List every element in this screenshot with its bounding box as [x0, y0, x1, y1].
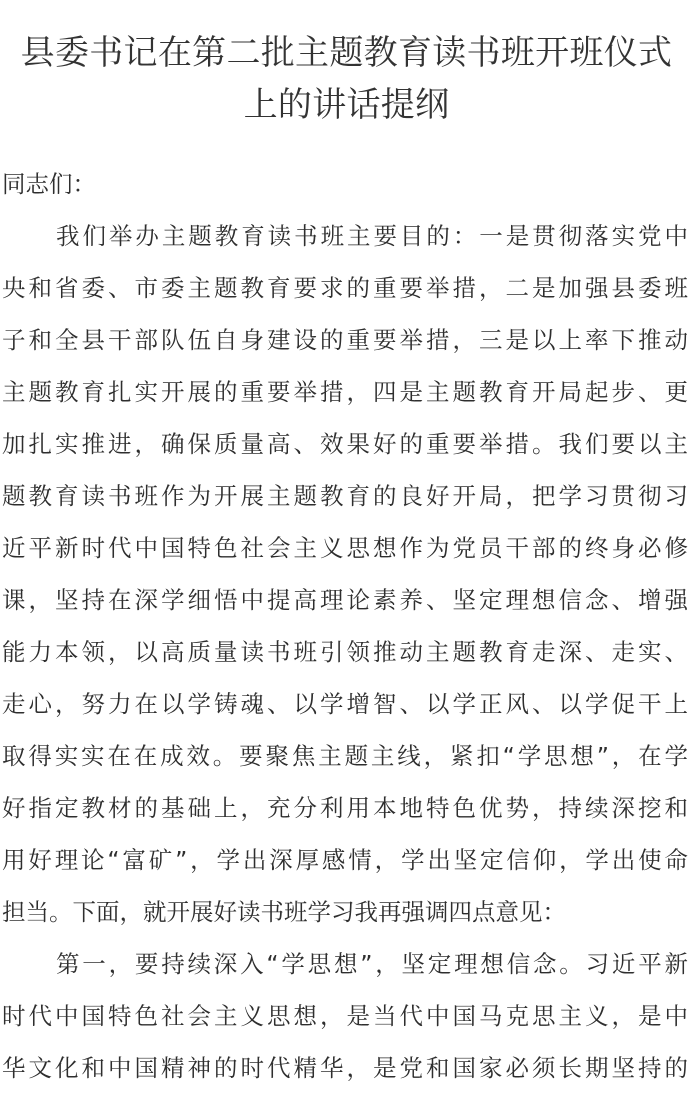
- paragraph-line: 第一，要持续深入“学思想”，坚定理想信念。习近平新: [56, 950, 688, 978]
- document-title-line-2: 上的讲话提纲: [243, 85, 450, 125]
- salutation: 同志们：: [2, 170, 96, 198]
- paragraph-line: 担当。下面，就开展好读书班学习我再强调四点意见：: [2, 898, 566, 926]
- paragraph-line: 华文化和中国精神的时代精华，是党和国家必须长期坚持的: [2, 1054, 688, 1082]
- paragraph-line: 近平新时代中国特色社会主义思想作为党员干部的终身必修: [2, 534, 688, 562]
- paragraph-line: 好指定教材的基础上，充分利用本地特色优势，持续深挖和: [2, 794, 688, 822]
- document-title-line-1: 县委书记在第二批主题教育读书班开班仪式: [20, 33, 673, 73]
- paragraph-line: 主题教育扎实开展的重要举措，四是主题教育开局起步、更: [2, 378, 688, 406]
- paragraph-line: 课，坚持在深学细悟中提高理论素养、坚定理想信念、增强: [2, 586, 688, 614]
- paragraph-line: 题教育读书班作为开展主题教育的良好开局，把学习贯彻习: [2, 482, 688, 510]
- paragraph-line: 加扎实推进，确保质量高、效果好的重要举措。我们要以主: [2, 430, 688, 458]
- paragraph-line: 我们举办主题教育读书班主要目的：一是贯彻落实党中: [56, 222, 688, 250]
- paragraph-line: 取得实实在在成效。要聚焦主题主线，紧扣“学思想”，在学: [2, 742, 688, 770]
- paragraph-line: 时代中国特色社会主义思想，是当代中国马克思主义，是中: [2, 1002, 688, 1030]
- paragraph-line: 走心，努力在以学铸魂、以学增智、以学正风、以学促干上: [2, 690, 688, 718]
- paragraph-line: 能力本领，以高质量读书班引领推动主题教育走深、走实、: [2, 638, 688, 666]
- paragraph-line: 子和全县干部队伍自身建设的重要举措，三是以上率下推动: [2, 326, 688, 354]
- paragraph-line: 央和省委、市委主题教育要求的重要举措，二是加强县委班: [2, 274, 688, 302]
- paragraph-line: 用好理论“富矿”，学出深厚感情，学出坚定信仰，学出使命: [2, 846, 688, 874]
